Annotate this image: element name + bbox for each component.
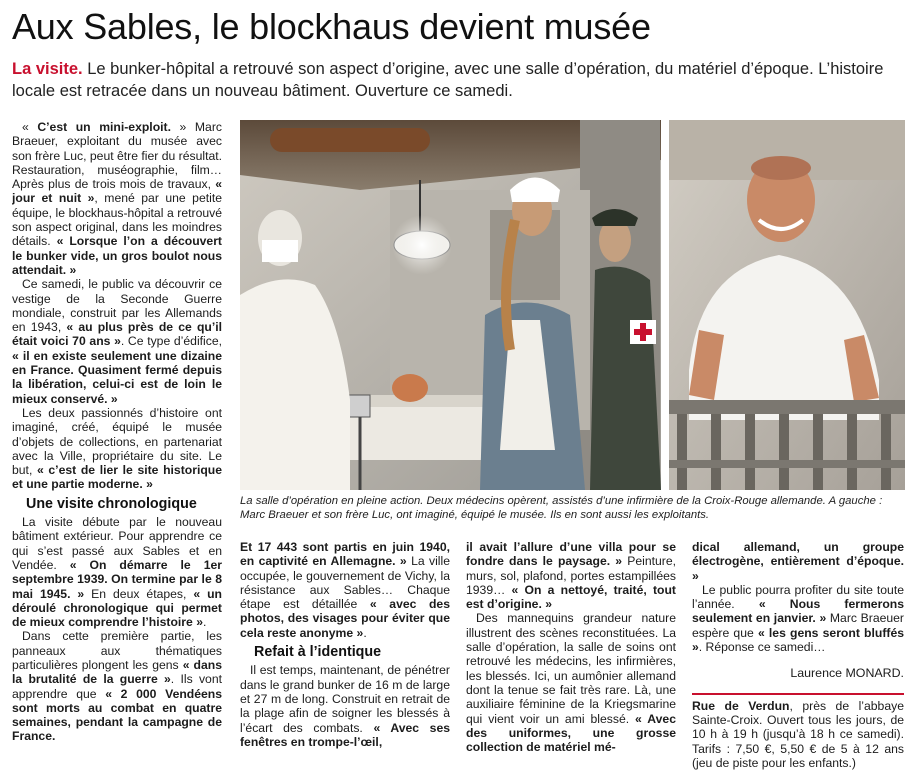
quote-run: C’est un mini-exploit. bbox=[37, 120, 171, 134]
author-signature: Laurence MONARD. bbox=[790, 666, 904, 681]
text-run: La ville occupée, le gouvernement de Vichy, la résistance aux Sables… Chaque étape est détaillée bbox=[240, 554, 450, 612]
paragraph bbox=[240, 540, 450, 640]
text-run: Dans cette première partie, les panneaux aux thématiques particulières plongent les gens bbox=[12, 629, 222, 672]
quote-run: « dans la brutalité de la guerre » bbox=[12, 657, 222, 687]
quote-run: « Avec des uniformes, une grosse collection de matériel mé- bbox=[466, 711, 676, 755]
photo-caption: La salle d’opération en pleine action. Deux médecins opèrent, assistés d’une infirmière de la Croix-Rouge allemande. A gauche : Marc Braeuer et son frère Luc, ont imaginé, équipé le musée. Ils en sont aussi les exploitants. bbox=[240, 495, 883, 521]
text-run: . Ce type d’édifice, bbox=[120, 334, 222, 349]
quote-run: « au plus près de ce qu’il était voici 70 ans » bbox=[12, 320, 222, 349]
subhead: Refait à l’identique bbox=[254, 644, 382, 661]
text-run: Le public pourra profiter du site toute l’année. bbox=[692, 582, 904, 612]
paragraph bbox=[12, 515, 222, 629]
quote-run: « les gens seront bluffés » bbox=[692, 625, 904, 655]
text-run: . bbox=[203, 615, 207, 630]
paragraph bbox=[12, 120, 222, 277]
paragraph bbox=[692, 583, 904, 654]
operating-room-photo bbox=[240, 120, 661, 490]
quote-run: « il en existe seulement une dizaine en France. Quasiment fermé depuis la libération, celui-ci est de loin le mieux conservé. » bbox=[12, 348, 222, 406]
quote-run: dical allemand, un groupe électrogène, entièrement d’époque. » bbox=[692, 540, 904, 583]
article-column-2 bbox=[240, 540, 450, 770]
text-run: , près de l’abbaye Sainte-Croix. Ouvert tous les jours, de 10 h à 19 h (jusqu’à 18 h ce samedi). Tarifs : 7,50 €, 5,50 € de 5 à 12 ans (jeu de piste pour les enfants.) bbox=[692, 698, 904, 770]
quote-run: il avait l’allure d’une villa pour se fondre dans le paysage. » bbox=[466, 540, 676, 569]
text-run: Marc Braeuer espère que bbox=[692, 611, 904, 640]
paragraph bbox=[240, 663, 450, 749]
practical-info bbox=[692, 693, 904, 770]
subhead: Une visite chronologique bbox=[26, 495, 197, 512]
quote-run: « Nous fermerons seulement en janvier. » bbox=[692, 597, 904, 626]
quote-run: « c’est de lier le site historique et une partie moderne. » bbox=[12, 463, 222, 492]
quote-run: « Lorsque l’on a découvert le bunker vide, un gros boulot nous attendait. » bbox=[12, 234, 222, 277]
text-run: , mené par une petite équipe, le blockhaus-hôpital a retrouvé son aspect original, dans les moindres détails. bbox=[12, 191, 222, 249]
text-run: Il est temps, maintenant, de pénétrer dans le grand bunker de 16 m de large et 27 m de long. Construit en retrait de la plage afin de soigner les blessés à l’écart des combats. bbox=[240, 663, 450, 735]
lede bbox=[12, 58, 902, 102]
paragraph bbox=[692, 540, 904, 583]
text-run: « bbox=[22, 120, 38, 134]
text-run: En deux étapes, bbox=[84, 586, 194, 601]
text-run: Des mannequins grandeur nature illustrent des scènes reconstituées. La salle d’opération, la salle de soins ont retrouvé les médecins, les infirmières, les blessés. Ici, un aumônier allemand dont la tenue se fait très rare. Là, une auxiliaire féminine de la Kriegsmarine qui vient voir un ami blessé. bbox=[466, 611, 676, 726]
text-run: La visite débute par le nouveau bâtiment extérieur. Pour apprendre ce qui s’est passé aux Sables et en Vendée. bbox=[12, 515, 222, 572]
text-run: Les deux passionnés d’histoire ont imaginé, créé, équipé le musée d’objets de collections, en partenariat avec la Ville, propriétaire du site. Le but, bbox=[12, 405, 222, 478]
paragraph bbox=[466, 611, 676, 754]
headline: Aux Sables, le blockhaus devient musée bbox=[12, 6, 651, 47]
quote-run: « avec des photos, des visages pour éviter que cela reste anonyme » bbox=[240, 597, 450, 640]
quote-run: « un déroulé chronologique qui permet de mieux comprendre l’histoire » bbox=[12, 586, 222, 630]
article-column-4 bbox=[692, 540, 904, 770]
paragraph bbox=[12, 277, 222, 406]
text-run: Ce samedi, le public va découvrir ce vestige de la Seconde Guerre mondiale, construit par les Allemands en 1943, bbox=[12, 277, 222, 335]
quote-run: Et 17 443 sont partis en juin 1940, en captivité en Allemagne. » bbox=[240, 540, 450, 569]
portrait-photo bbox=[669, 120, 905, 490]
quote-run: Rue de Verdun bbox=[692, 698, 790, 713]
text-run: . bbox=[363, 625, 367, 640]
text-run: . Réponse ce samedi… bbox=[698, 640, 826, 655]
article-column-3 bbox=[466, 540, 676, 770]
lede-kicker: La visite. bbox=[12, 60, 83, 78]
text-run: Peinture, murs, sol, plafond, portes estampillées 1939… bbox=[466, 554, 676, 597]
quote-run: « 2 000 Vendéens sont morts au combat en quatre semaines, pendant la campagne de France. bbox=[12, 686, 222, 744]
quote-run: « jour et nuit » bbox=[12, 177, 222, 206]
quote-run: « On démarre le 1er septembre 1939. On termine par le 8 mai 1945. » bbox=[12, 557, 222, 601]
lede-text: Le bunker-hôpital a retrouvé son aspect d’origine, avec une salle d’opération, du matériel d’époque. L’histoire locale est retracée dans un nouveau bâtiment. Ouverture ce samedi. bbox=[12, 60, 884, 100]
article-column-1 bbox=[12, 120, 222, 770]
quote-run: « Avec ses fenêtres en trompe-l’œil, bbox=[240, 720, 450, 749]
quote-run: « On a nettoyé, traité, tout est d’origine. » bbox=[466, 582, 676, 612]
text-run: . Ils vont apprendre que bbox=[12, 672, 222, 701]
text-run: » Marc Braeuer, exploitant du musée avec son frère Luc, peut être fier du résultat. Restauration, muséographie, film… Après plus de trois mois de travaux, bbox=[12, 120, 222, 192]
paragraph bbox=[12, 629, 222, 743]
paragraph bbox=[466, 540, 676, 611]
paragraph bbox=[12, 406, 222, 492]
